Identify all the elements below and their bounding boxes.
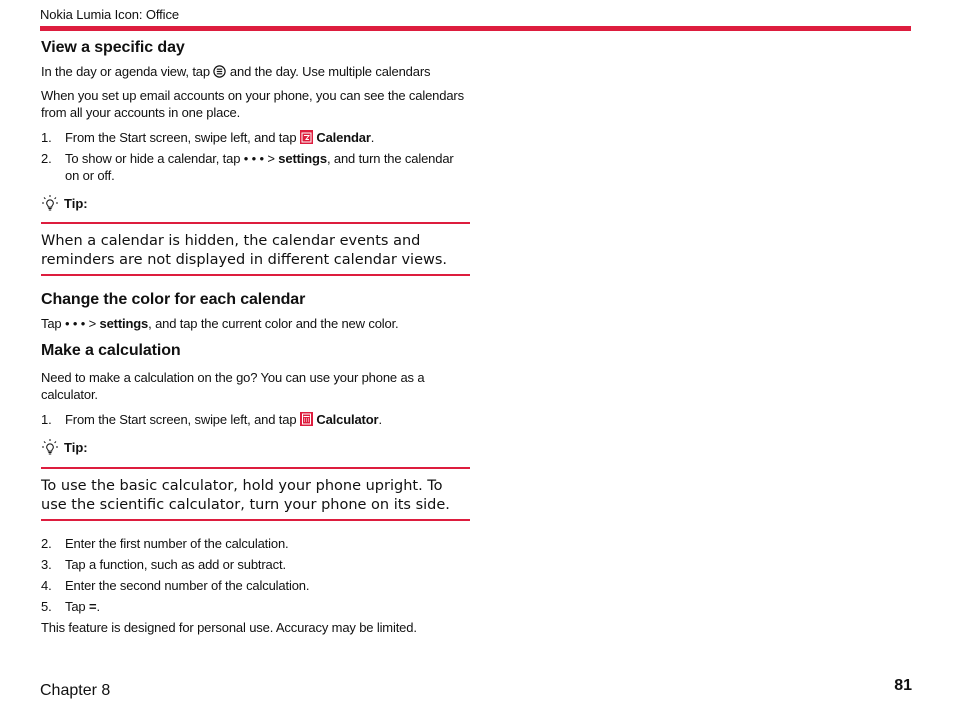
- list-item: 1. From the Start screen, swipe left, and tap Calendar.: [41, 130, 375, 145]
- list-item: 4. Enter the second number of the calculation.: [41, 578, 310, 593]
- footer-chapter: Chapter 8: [40, 682, 111, 699]
- section-heading-make-calculation: Make a calculation: [41, 342, 181, 359]
- tip-label: Tip:: [41, 439, 471, 455]
- tip-box: When a calendar is hidden, the calendar events and reminders are not displayed in different calendar views.: [41, 222, 470, 276]
- page-number: 81: [894, 677, 912, 694]
- paragraph: In the day or agenda view, tap and the day. Use multiple calendars: [41, 64, 431, 79]
- document-header: Nokia Lumia Icon: Office: [40, 7, 179, 22]
- list-item: 5. Tap =.: [41, 599, 100, 614]
- list-item: 2. To show or hide a calendar, tap • • • > settings, and turn the calendar on or off.: [41, 151, 454, 183]
- section-heading-change-color: Change the color for each calendar: [41, 291, 306, 308]
- calculator-app-icon: [300, 412, 313, 426]
- tip-label: Tip:: [41, 195, 471, 211]
- note: This feature is designed for personal use. Accuracy may be limited.: [41, 620, 417, 635]
- paragraph: When you set up email accounts on your phone, you can see the calendars from all your accounts in one place.: [41, 88, 464, 120]
- paragraph: Tap • • • > settings, and tap the current color and the new color.: [41, 316, 399, 331]
- lightbulb-icon: [41, 195, 59, 211]
- list-item: 3. Tap a function, such as add or subtract.: [41, 557, 286, 572]
- go-to-date-icon: [213, 65, 226, 78]
- lightbulb-icon: [41, 439, 59, 455]
- tip-box: To use the basic calculator, hold your phone upright. To use the scientific calculator, turn your phone on its side.: [41, 467, 470, 521]
- list-item: 2. Enter the first number of the calculation.: [41, 536, 289, 551]
- header-divider: [40, 26, 911, 31]
- paragraph: Need to make a calculation on the go? You can use your phone as a calculator.: [41, 370, 425, 402]
- calendar-app-icon: [300, 130, 313, 144]
- list-item: 1. From the Start screen, swipe left, and tap Calculator.: [41, 412, 382, 427]
- section-heading-view-specific-day: View a specific day: [41, 39, 185, 56]
- page-content: [41, 39, 471, 636]
